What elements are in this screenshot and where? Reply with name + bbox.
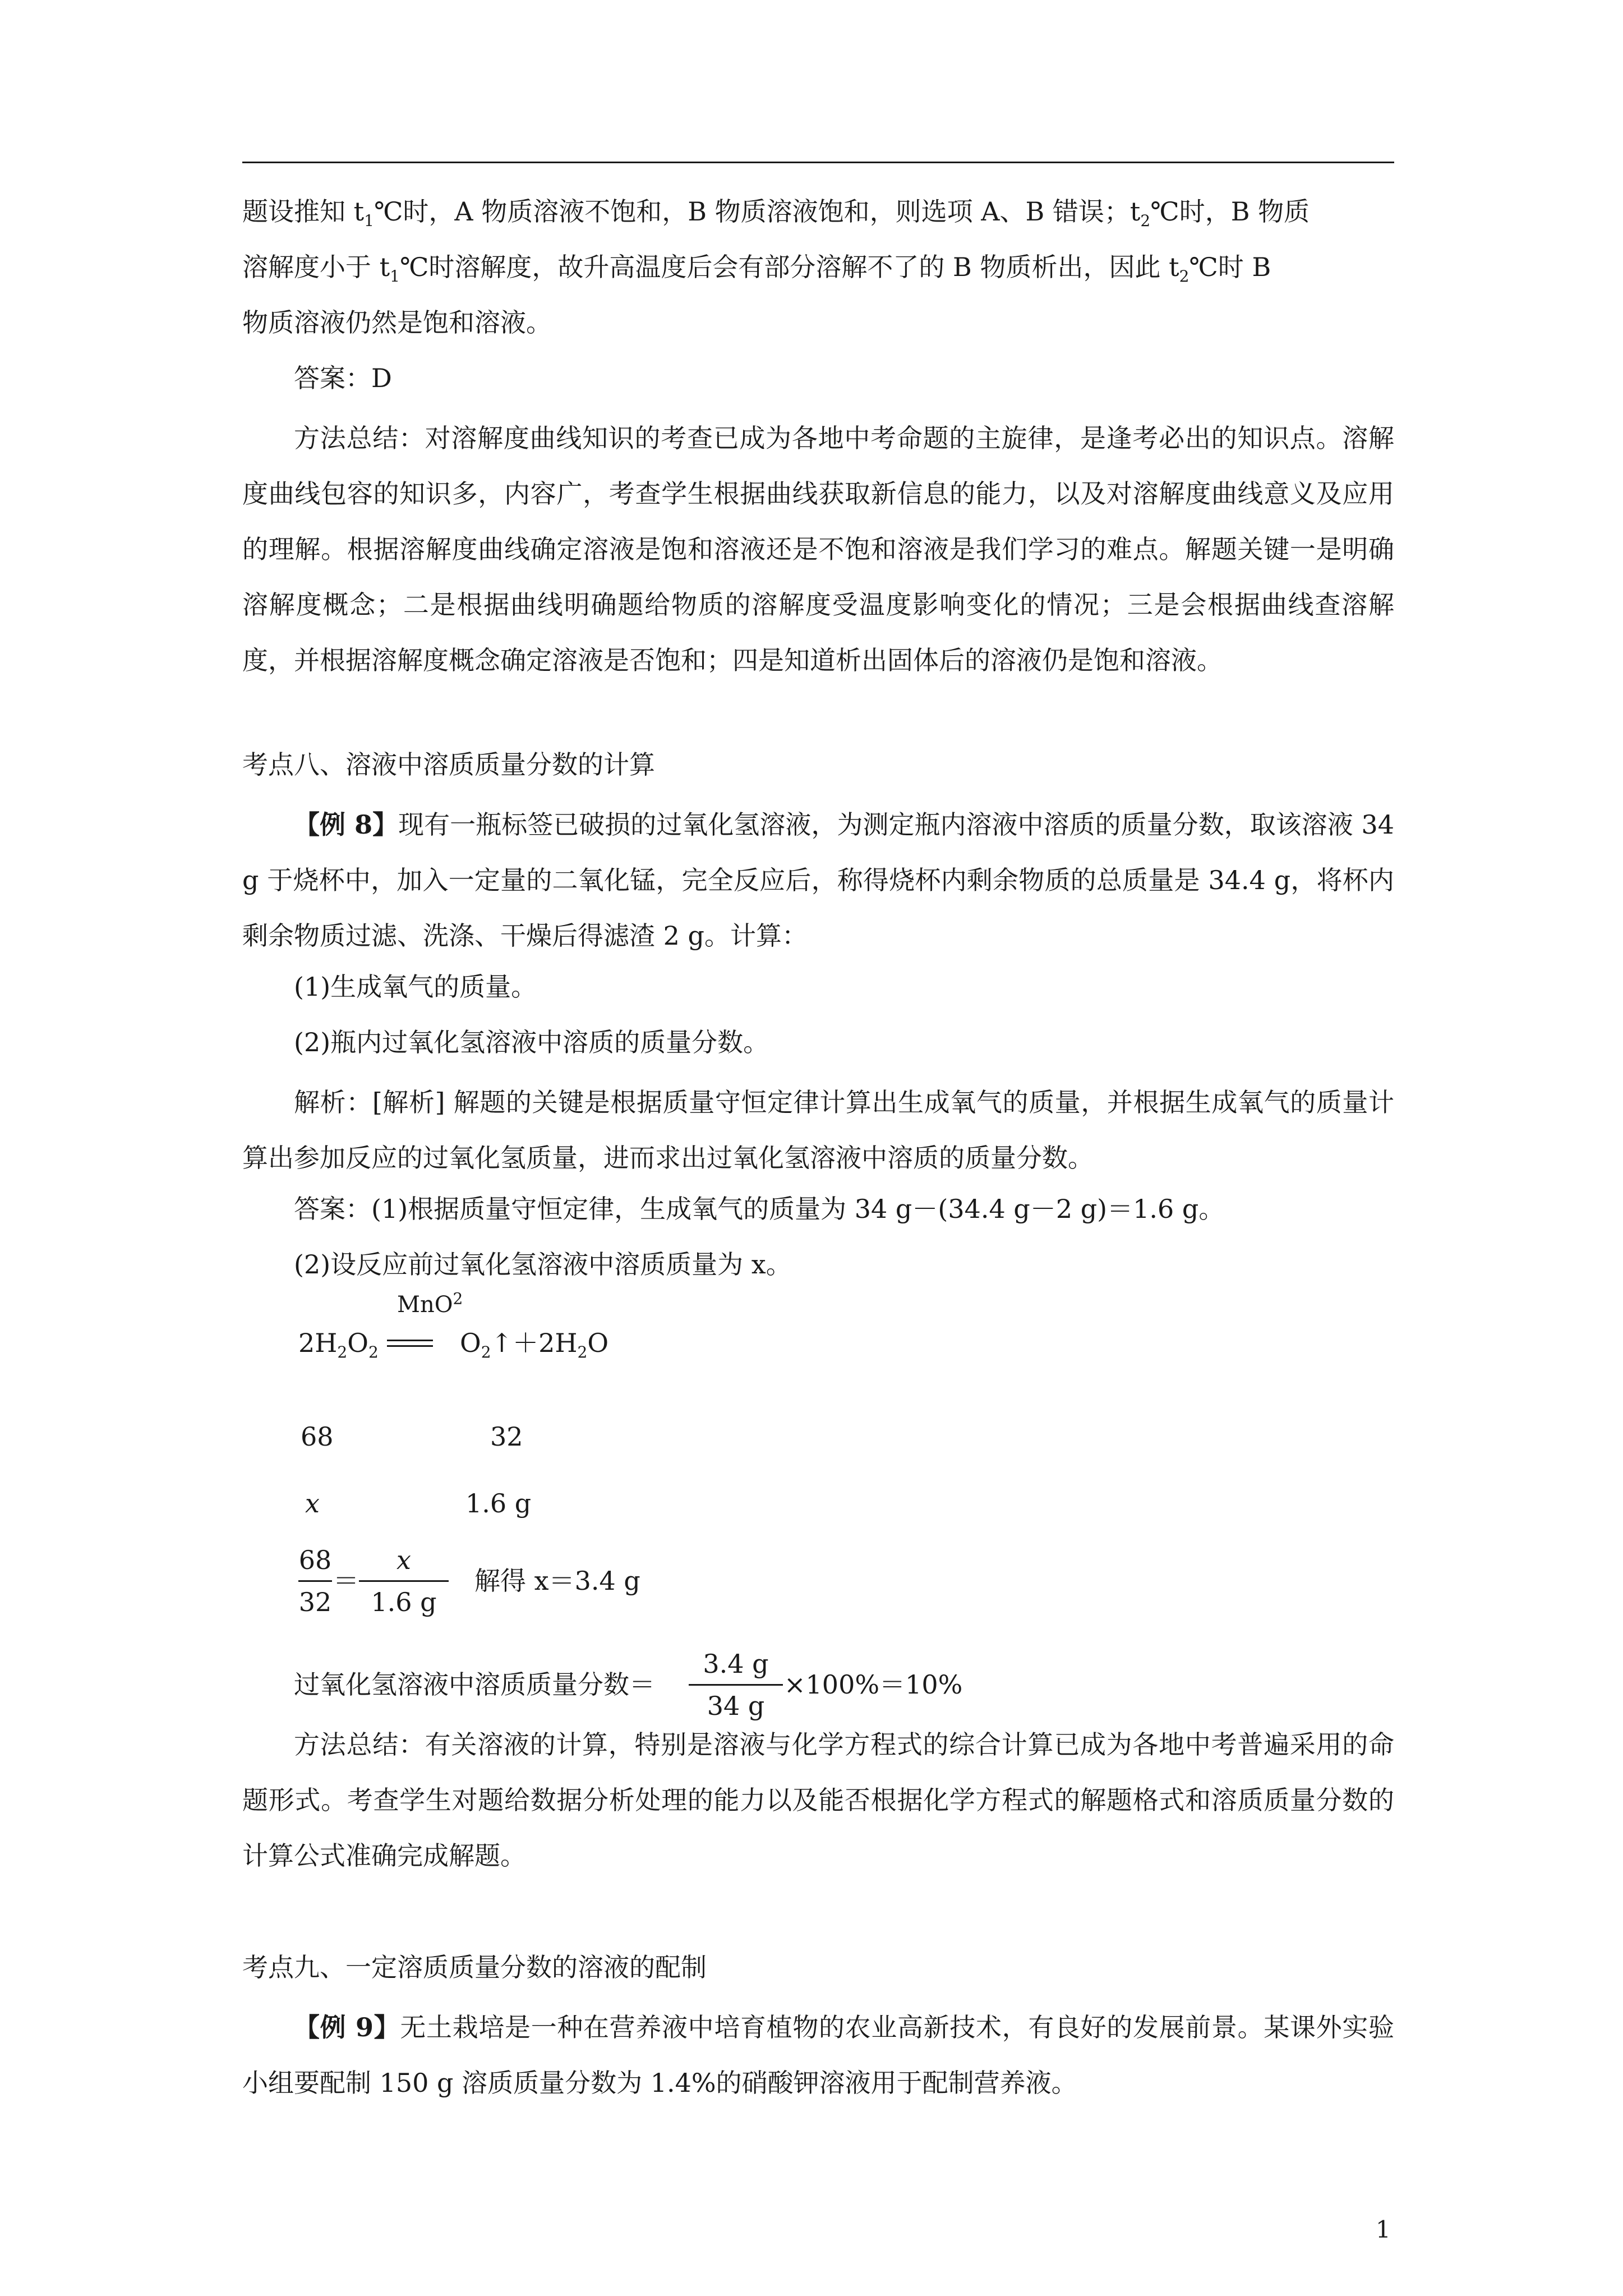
example-8-tag: 【例 8】 [294, 809, 399, 840]
answer-8-part-1: 答案：(1)根据质量守恒定律，生成氧气的质量为 34 g－(34.4 g－2 g)＝1.6 g。 [294, 1194, 1225, 1224]
intro-line-3: 物质溶液仍然是饱和溶液。 [242, 307, 552, 338]
fraction-68-32: 68 32 [298, 1545, 332, 1617]
percent-label: 过氧化氢溶液中溶质质量分数＝ [294, 1669, 655, 1700]
proportion-equals: ＝ [333, 1566, 359, 1596]
page-number: 1 [1376, 2216, 1391, 2243]
example-9-text: 无土栽培是一种在营养液中培育植物的农业高新技术，有良好的发展前景。某课外实验小组要配制 150 g 溶质质量分数为 1.4%的硝酸钾溶液用于配制营养液。 [242, 2012, 1394, 2098]
equation-products: $O_2↑+2H_2O$ [460, 1328, 609, 1362]
method-summary-7: 方法总结：对溶解度曲线知识的考查已成为各地中考命题的主旋律，是逢考必出的知识点。溶解度曲线包容的知识多，内容广，考查学生根据曲线获取新信息的能力，以及对溶解度曲线意义及应用的理解。根据溶解度曲线确定溶液是饱和溶液还是不饱和溶液是我们学习的难点。解题关键一是明确溶解度概念；二是根据曲线明确题给物质的溶解度受温度影响变化的情况；三是会根据曲线查溶解度，并根据溶解度概念确定溶液是否饱和；四是知道析出固体后的溶液仍是饱和溶液。 [242, 423, 1394, 675]
proportion-result: 解得 x＝3.4 g [474, 1566, 640, 1596]
reaction-equals-sign [387, 1340, 433, 1347]
example-8 [242, 797, 1394, 964]
example-8-text: 现有一瓶标签已破损的过氧化氢溶液，为测定瓶内溶液中溶质的质量分数，取该溶液 34 g 于烧杯中，加入一定量的二氧化锰，完全反应后，称得烧杯内剩余物质的总质量是 34.4 g，将杯内剩余物质过滤、洗涤、干燥后得滤渣 2 g。计算： [242, 809, 1394, 951]
percent-tail: ×100%＝10% [784, 1669, 963, 1700]
intro-line-2: 溶解度小于 $t_1℃$时溶解度，故升高温度后会有部分溶解不了的 B 物质析出，因此 $t_2℃$时 B [242, 252, 1271, 286]
intro-line-1: 题设推知 $t_1℃$时，A 物质溶液不饱和，B 物质溶液饱和，则选项 A、B 错误；$t_2℃$时，B 物质 [242, 196, 1310, 231]
fraction-3.4g-34g: 3.4 g 34 g [689, 1648, 783, 1722]
question-2: (2)瓶内过氧化氢溶液中溶质的质量分数。 [294, 1027, 769, 1057]
equation-catalyst: MnO$^2$ [397, 1289, 463, 1318]
analysis-8: 解析：[解析] 解题的关键是根据质量守恒定律计算出生成氧气的质量，并根据生成氧气的质量计算出参加反应的过氧化氢质量，进而求出过氧化氢溶液中溶质的质量分数。 [242, 1087, 1394, 1173]
section-8-title: 考点八、溶液中溶质质量分数的计算 [242, 749, 655, 780]
mass-row-2-left: x [305, 1488, 320, 1519]
example-9 [242, 2000, 1394, 2111]
mass-row-1-left: 68 [301, 1421, 334, 1452]
fraction-x-1.6g: x 1.6 g [359, 1544, 449, 1618]
example-9-tag: 【例 9】 [294, 2012, 400, 2042]
answer-8-part-2: (2)设反应前过氧化氢溶液中溶质质量为 x。 [294, 1249, 792, 1280]
method-summary-8: 方法总结：有关溶液的计算，特别是溶液与化学方程式的综合计算已成为各地中考普遍采用的命题形式。考查学生对题给数据分析处理的能力以及能否根据化学方程式的解题格式和溶质质量分数的计算公式准确完成解题。 [242, 1729, 1394, 1871]
section-9-title: 考点九、一定溶质质量分数的溶液的配制 [242, 1952, 707, 1982]
equation-reactant: $2H_2O_2$ [298, 1328, 379, 1362]
mass-row-2-right: 1.6 g [465, 1488, 532, 1519]
answer-7: 答案：D [294, 363, 392, 393]
question-1: (1)生成氧气的质量。 [294, 972, 537, 1002]
mass-row-1-right: 32 [490, 1421, 523, 1452]
header-rule [242, 162, 1394, 163]
